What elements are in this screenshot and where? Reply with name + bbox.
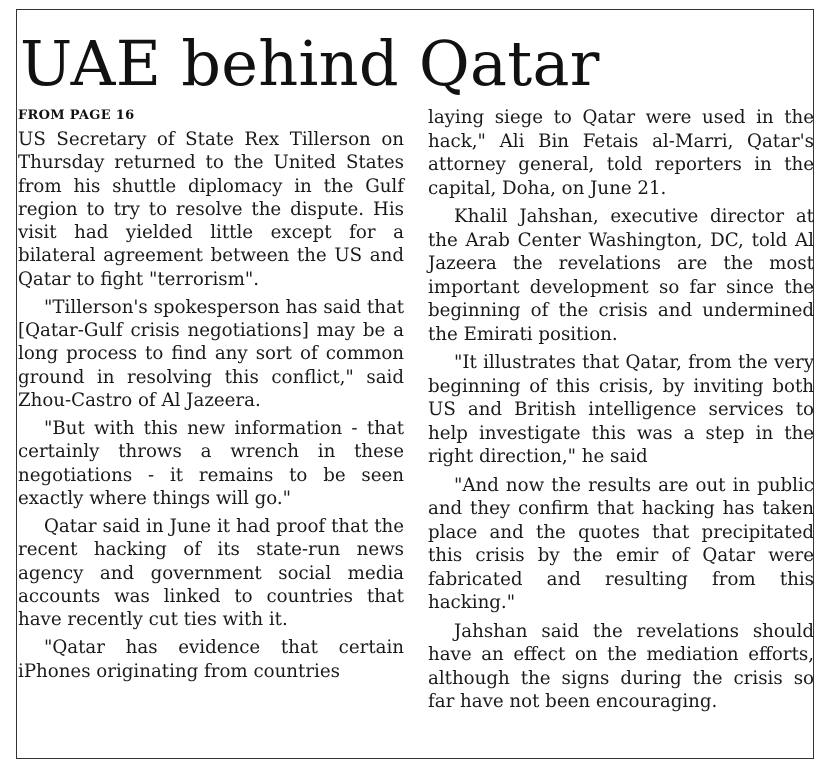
frame-bottom-rule (16, 758, 813, 759)
paragraph: laying siege to Qatar were used in the hack," Ali Bin Fetais al-Marri, Qatar's attorney general, told reporters in the capital, Doha, on June 21. (428, 107, 814, 199)
paragraph: US Secretary of State Rex Tillerson on Thursday returned to the United States from his shuttle diplomacy in the Gulf region to try to resolve the dispute. His visit had yielded little except for a bilateral agreement between the US and Qatar to fight "terrorism". (18, 129, 404, 290)
paragraph: "But with this new information - that certainly throws a wrench in these negotiations - it remains to be seen exactly where things will go." (18, 418, 404, 509)
frame-left-rule (16, 9, 17, 759)
article-headline: UAE behind Qatar (20, 27, 600, 100)
paragraph: "And now the results are out in public and they confirm that hacking has taken place and the quotes that precipitated this crisis by the emir of Qatar were fabricated and resulting from this hacking." (428, 474, 814, 613)
frame-top-rule (16, 9, 813, 10)
paragraph: Khalil Jahshan, executive director at the Arab Center Washington, DC, told Al Jazeera the revelations are the most important development so far since the beginning of the crisis and undermined the Emirati position. (428, 206, 814, 345)
paragraph: "Qatar has evidence that certain iPhones originating from countries (18, 637, 404, 682)
paragraph: Jahshan said the revelations should have an effect on the mediation efforts, although the signs during the crisis so far have not been encouraging. (428, 620, 814, 712)
paragraph: "Tillerson's spokesperson has said that [Qatar-Gulf crisis negotiations] may be a long process to find any sort of common ground in resolving this conflict," said Zhou-Castro of Al Jazeera. (18, 296, 404, 411)
article-column-right (428, 106, 814, 714)
continuation-kicker: FROM PAGE 16 (18, 108, 135, 123)
paragraph: Qatar said in June it had proof that the recent hacking of its state-run news agency and government social media accounts was linked to countries that have recently cut ties with it. (18, 516, 404, 630)
paragraph: "It illustrates that Qatar, from the very beginning of this crisis, by inviting both US and British intelligence services to help investigate this was a step in the right direction," he said (428, 352, 814, 467)
article-column-left (18, 104, 404, 683)
